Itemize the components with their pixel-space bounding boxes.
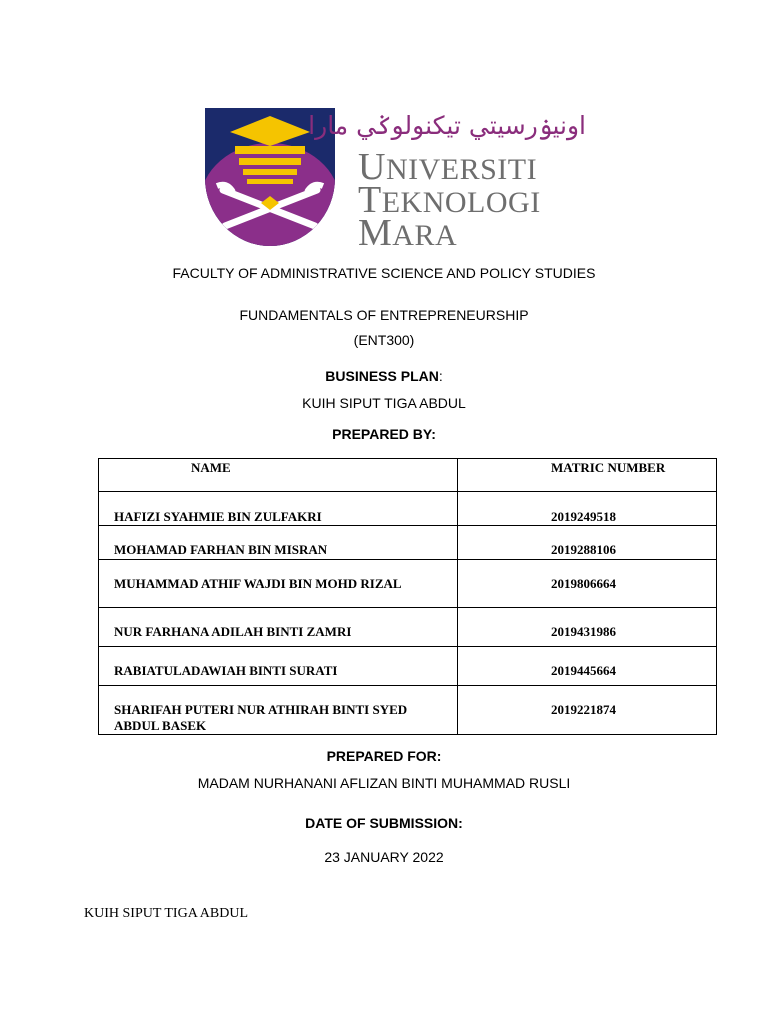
members-table [98,458,717,735]
member-name: NUR FARHANA ADILAH BINTI ZAMRI [99,608,458,647]
table-row [99,608,717,647]
logo-jawi-text: اونيۏرسيتي تيکنولوݢي مارا [308,111,586,140]
table-row [99,560,717,608]
member-matric: 2019288106 [458,526,717,560]
header-matric: MATRIC NUMBER [458,459,717,492]
member-matric: 2019221874 [458,686,717,735]
member-matric: 2019431986 [458,608,717,647]
uitm-wordmark [308,108,590,254]
submission-label: DATE OF SUBMISSION: [305,815,463,831]
member-name: MOHAMAD FARHAN BIN MISRAN [99,526,458,560]
business-plan-colon: : [438,368,443,384]
business-plan-heading [0,368,768,384]
member-name: SHARIFAH PUTERI NUR ATHIRAH BINTI SYED ABDUL BASEK [99,686,458,735]
prepared-for-name: MADAM NURHANANI AFLIZAN BINTI MUHAMMAD RUSLI [197,775,571,791]
table-header-row [99,459,717,492]
member-matric: 2019445664 [458,647,717,686]
logo-line-universiti: UNIVERSITI [358,146,538,188]
table-row [99,492,717,526]
prepared-by-label: PREPARED BY: [332,426,436,442]
course-name: FUNDAMENTALS OF ENTREPRENEURSHIP [239,307,529,323]
business-plan-title: KUIH SIPUT TIGA ABDUL [302,395,466,411]
header-name: NAME [99,459,458,492]
table-row [99,526,717,560]
member-name: MUHAMMAD ATHIF WAJDI BIN MOHD RIZAL [99,560,458,608]
member-name: RABIATULADAWIAH BINTI SURATI [99,647,458,686]
member-name: HAFIZI SYAHMIE BIN ZULFAKRI [99,492,458,526]
logo-line-teknologi: TEKNOLOGI [358,179,541,221]
uitm-logo [205,108,590,254]
member-matric: 2019806664 [458,560,717,608]
footer-business-name: KUIH SIPUT TIGA ABDUL [84,906,248,921]
business-plan-label: BUSINESS PLAN [325,368,439,384]
member-matric: 2019249518 [458,492,717,526]
faculty-name: FACULTY OF ADMINISTRATIVE SCIENCE AND POLICY STUDIES [172,265,596,281]
table-row [99,686,717,735]
course-code: (ENT300) [353,332,415,348]
logo-line-mara: MARA [358,212,458,254]
submission-date: 23 JANUARY 2022 [324,849,444,865]
table-row [99,647,717,686]
prepared-for-label: PREPARED FOR: [326,748,442,764]
